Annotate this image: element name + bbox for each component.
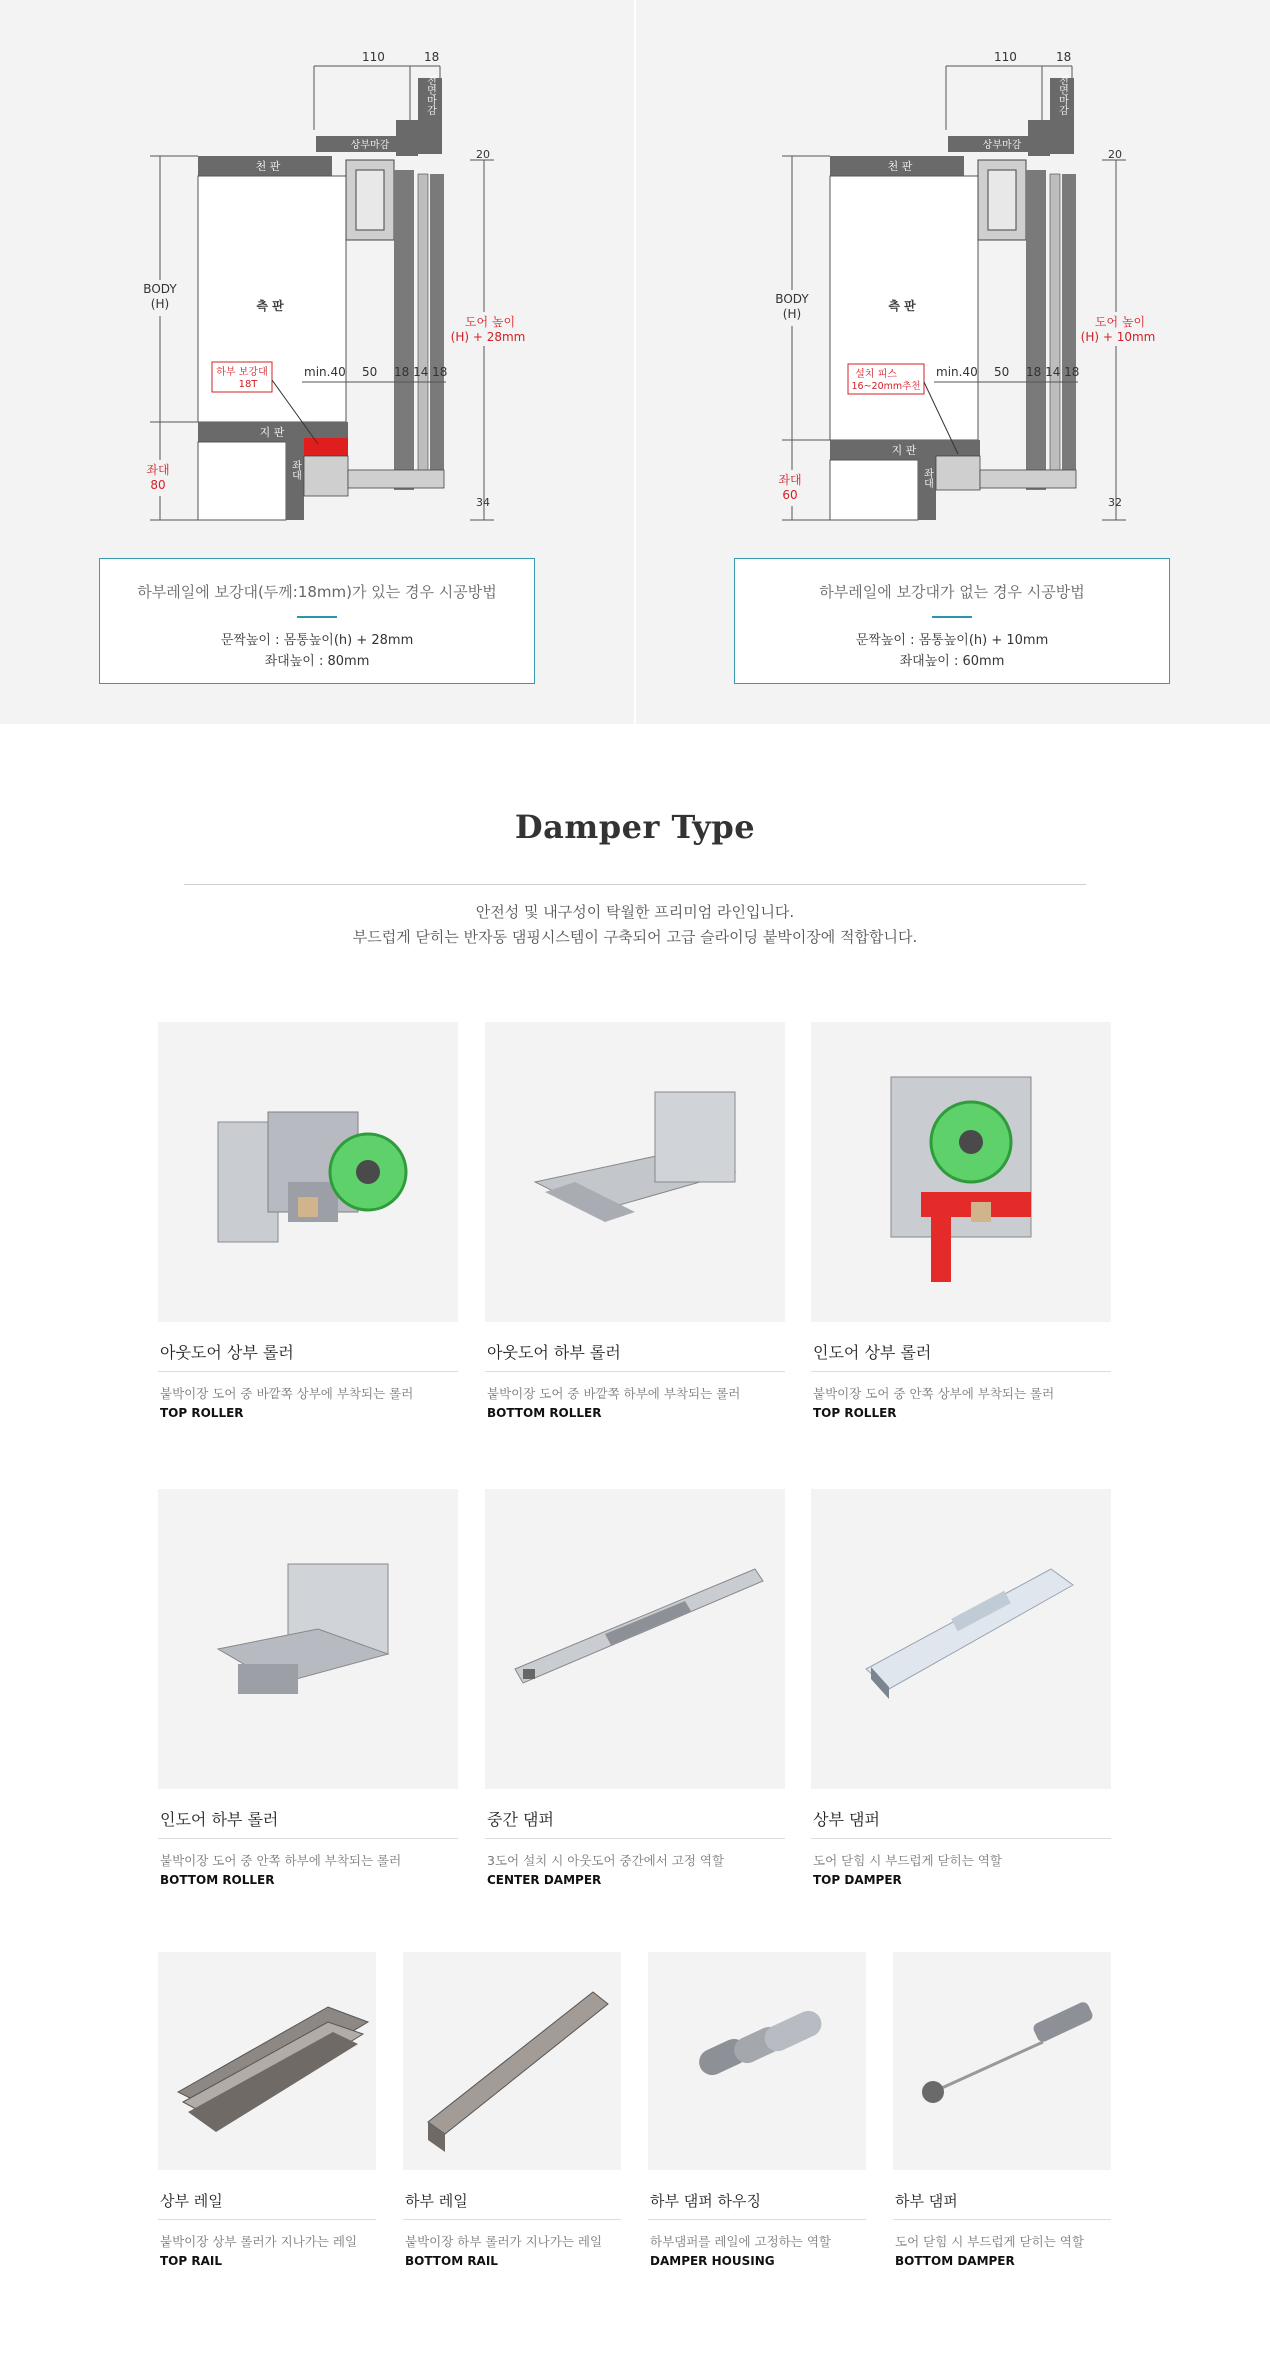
body-h-label: (H) (150, 297, 170, 311)
product-card-indoor-bottom-roller[interactable] (158, 1489, 458, 1887)
product-desc: 3도어 설치 시 아웃도어 중간에서 고정 역할 (487, 1853, 725, 1868)
product-image (158, 1952, 376, 2170)
body-h-label: (H) (782, 307, 802, 321)
product-desc: 붙박이장 도어 중 바깥쪽 하부에 부착되는 롤러 (487, 1386, 741, 1401)
product-desc: 붙박이장 도어 중 안쪽 상부에 부착되는 롤러 (813, 1386, 1055, 1401)
dims-right: 18 14 18 (1026, 365, 1080, 379)
dim-18: 18 (424, 50, 440, 64)
body-label: BODY (775, 292, 809, 306)
product-card-top-rail[interactable] (158, 1952, 376, 2268)
product-card-top-damper[interactable] (811, 1489, 1111, 1887)
product-card-bottom-rail[interactable] (403, 1952, 621, 2268)
base-dim-value: 80 (150, 478, 166, 492)
top-finish-label: 상부마감 (982, 140, 1022, 151)
base-inner-label: 좌대 (921, 468, 933, 488)
base-dim-value: 60 (782, 488, 798, 502)
dim-20: 20 (1108, 148, 1122, 161)
product-card-damper-housing[interactable] (648, 1952, 866, 2268)
reinforce-label: 하부 보강대 (216, 367, 268, 378)
door-height-rule: 문짝높이 : 몸통높이(h) + 28mm (220, 633, 414, 648)
product-name: 인도어 상부 롤러 (811, 1340, 1111, 1372)
product-en: BOTTOM RAIL (405, 2254, 498, 2268)
reinforce-t-label: 18T (238, 379, 258, 390)
min40-label: min.40 (304, 365, 346, 379)
product-name: 하부 레일 (403, 2190, 621, 2220)
product-name: 아웃도어 상부 롤러 (158, 1340, 458, 1372)
side-panel-label: 측 판 (888, 299, 916, 313)
product-image (403, 1952, 621, 2170)
section-title: Damper Type (514, 808, 756, 846)
product-en: BOTTOM ROLLER (487, 1406, 602, 1420)
door-height-label: 도어 높이 (1094, 315, 1146, 329)
base-inner-label: 좌대 (289, 460, 301, 480)
dim-50: 50 (362, 365, 378, 379)
base-height-rule: 좌대높이 : 60mm (899, 654, 1005, 669)
floor-label: 지 판 (891, 444, 917, 457)
install-method-box (99, 558, 535, 684)
install-method-title: 하부레일에 보강대(두께:18mm)가 있는 경우 시공방법 (137, 583, 497, 601)
product-image (158, 1022, 458, 1322)
product-desc: 붙박이장 도어 중 안쪽 하부에 부착되는 롤러 (160, 1853, 402, 1868)
product-name: 중간 댐퍼 (485, 1807, 785, 1839)
ceiling-label: 천 판 (887, 160, 913, 173)
accent-bar (932, 616, 972, 618)
base-dim-label: 좌대 (778, 473, 802, 487)
dim-20: 20 (476, 148, 490, 161)
screw-label: 설치 피스 (855, 369, 897, 380)
dim-110: 110 (994, 50, 1017, 64)
product-desc: 도어 닫힘 시 부드럽게 닫히는 역할 (813, 1853, 1002, 1868)
dim-110: 110 (362, 50, 385, 64)
product-desc: 붙박이장 상부 롤러가 지나가는 레일 (160, 2234, 358, 2249)
product-card-center-damper[interactable] (485, 1489, 785, 1887)
product-desc: 붙박이장 하부 롤러가 지나가는 레일 (405, 2234, 603, 2249)
floor-label: 지 판 (259, 426, 285, 439)
section-divider (184, 884, 1086, 885)
product-name: 상부 레일 (158, 2190, 376, 2220)
product-image (648, 1952, 866, 2170)
dim-50: 50 (994, 365, 1010, 379)
product-en: CENTER DAMPER (487, 1873, 602, 1887)
product-desc: 도어 닫힘 시 부드럽게 닫히는 역할 (895, 2234, 1084, 2249)
product-card-bottom-damper[interactable] (893, 1952, 1111, 2268)
dim-bottom: 32 (1108, 496, 1122, 509)
product-name: 하부 댐퍼 (893, 2190, 1111, 2220)
product-card-indoor-top-roller[interactable] (811, 1022, 1111, 1420)
description-line-2: 부드럽게 닫히는 반자동 댐핑시스템이 구축되어 고급 슬라이딩 붙박이장에 적합합니다. (352, 928, 918, 946)
base-dim-label: 좌대 (146, 463, 170, 477)
base-height-rule: 좌대높이 : 80mm (264, 654, 370, 669)
min40-label: min.40 (936, 365, 978, 379)
dims-right: 18 14 18 (394, 365, 448, 379)
product-name: 인도어 하부 롤러 (158, 1807, 458, 1839)
accent-bar (297, 616, 337, 618)
product-image (811, 1489, 1111, 1789)
installation-diagrams (0, 0, 1270, 724)
product-image (158, 1489, 458, 1789)
door-height-formula: (H) + 10mm (1080, 330, 1156, 344)
top-finish-label: 상부마감 (350, 140, 390, 151)
product-image (811, 1022, 1111, 1322)
ceiling-label: 천 판 (255, 160, 281, 173)
diagram-panel-with-reinforcement (0, 0, 634, 724)
door-height-formula: (H) + 28mm (450, 330, 526, 344)
dim-bottom: 34 (476, 496, 490, 509)
install-method-title: 하부레일에 보강대가 없는 경우 시공방법 (819, 583, 1085, 601)
product-en: TOP DAMPER (813, 1873, 902, 1887)
product-en: TOP ROLLER (813, 1406, 897, 1420)
body-label: BODY (143, 282, 177, 296)
door-height-label: 도어 높이 (464, 315, 516, 329)
product-en: BOTTOM DAMPER (895, 2254, 1015, 2268)
section-description (0, 900, 1270, 950)
screw-spec-label: 16~20mm추천 (851, 381, 921, 392)
product-en: DAMPER HOUSING (650, 2254, 775, 2268)
product-name: 상부 댐퍼 (811, 1807, 1111, 1839)
front-finish-label: 전면마감 (1056, 75, 1068, 115)
product-desc: 하부댐퍼를 레일에 고정하는 역할 (650, 2234, 831, 2249)
product-name: 하부 댐퍼 하우징 (648, 2190, 866, 2220)
description-line-1: 안전성 및 내구성이 탁월한 프리미엄 라인입니다. (475, 903, 795, 921)
product-image (485, 1489, 785, 1789)
front-finish-label: 전면마감 (424, 75, 436, 115)
installation-diagram-right (636, 0, 1270, 540)
product-image (485, 1022, 785, 1322)
door-height-rule: 문짝높이 : 몸통높이(h) + 10mm (855, 633, 1049, 648)
side-panel-label: 측 판 (256, 299, 284, 313)
dim-18: 18 (1056, 50, 1072, 64)
product-name: 아웃도어 하부 롤러 (485, 1340, 785, 1372)
product-card-outdoor-bottom-roller[interactable] (485, 1022, 785, 1420)
product-image (893, 1952, 1111, 2170)
installation-diagram-left (0, 0, 634, 540)
product-en: TOP ROLLER (160, 1406, 244, 1420)
product-en: BOTTOM ROLLER (160, 1873, 275, 1887)
diagram-panel-without-reinforcement (636, 0, 1270, 724)
install-method-box (734, 558, 1170, 684)
product-card-outdoor-top-roller[interactable] (158, 1022, 458, 1420)
product-desc: 붙박이장 도어 중 바깥쪽 상부에 부착되는 롤러 (160, 1386, 414, 1401)
product-en: TOP RAIL (160, 2254, 222, 2268)
